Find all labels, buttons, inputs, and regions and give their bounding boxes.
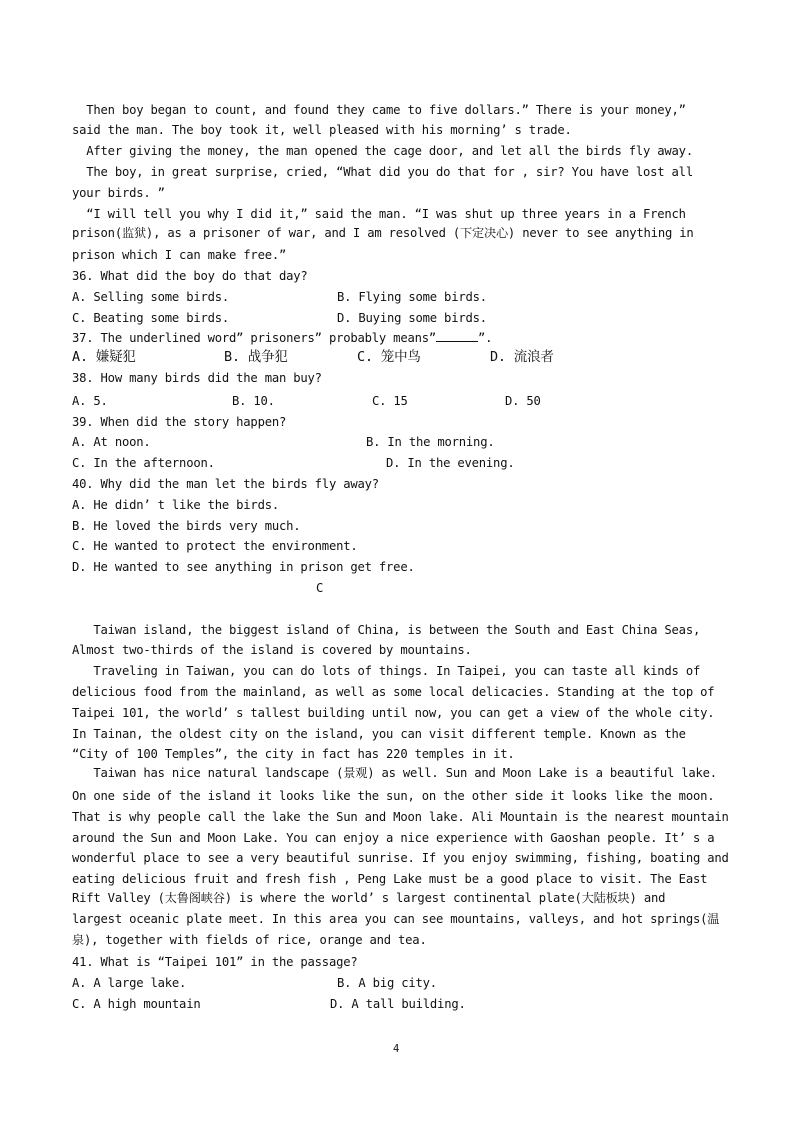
question-stem-end: ”. bbox=[478, 331, 493, 345]
option-b: B. 10. bbox=[232, 394, 275, 408]
option-d: D. In the evening. bbox=[386, 456, 515, 470]
question-stem: 40. Why did the man let the birds fly away? bbox=[72, 477, 379, 491]
passage-c-line: Taipei 101, the world’ s tallest building until now, you can get a view of the whole city. bbox=[72, 706, 715, 720]
passage-c-line: around the Sun and Moon Lake. You can enjoy a nice experience with Gaoshan people. It’ s a bbox=[72, 831, 715, 845]
passage-c-line: Taiwan island, the biggest island of China, is between the South and East China Seas, bbox=[72, 623, 701, 637]
passage-c-line: wonderful place to see a very beautiful sunrise. If you enjoy swimming, fishing, boating and bbox=[72, 851, 729, 865]
passage-b-line: prison which I can make free.” bbox=[72, 248, 287, 262]
passage-c-line: 泉), together with fields of rice, orange and tea. bbox=[72, 933, 427, 947]
passage-b-line: your birds. ” bbox=[72, 186, 165, 200]
option-d: D. 流浪者 bbox=[490, 349, 554, 365]
passage-c-line: Traveling in Taiwan, you can do lots of things. In Taipei, you can taste all kinds of bbox=[72, 664, 701, 678]
question-stem-text: 37. The underlined word” prisoners” probably means” bbox=[72, 331, 437, 345]
option-b: B. Flying some birds. bbox=[337, 290, 487, 304]
option-c: C. Beating some birds. bbox=[72, 311, 230, 325]
option-b: B. He loved the birds very much. bbox=[72, 519, 301, 533]
question-stem: 36. What did the boy do that day? bbox=[72, 269, 308, 283]
option-a: A. 嫌疑犯 bbox=[72, 349, 136, 365]
option-c: C. A high mountain bbox=[72, 997, 201, 1011]
question-stem: 39. When did the story happen? bbox=[72, 415, 287, 429]
option-a: A. A large lake. bbox=[72, 976, 187, 990]
passage-b-line: The boy, in great surprise, cried, “What did you do that for , sir? You have lost all bbox=[72, 165, 693, 179]
option-b: B. 战争犯 bbox=[224, 349, 288, 365]
passage-c-line: Almost two-thirds of the island is covered by mountains. bbox=[72, 643, 472, 657]
passage-b-line: “I will tell you why I did it,” said the man. “I was shut up three years in a French bbox=[72, 207, 686, 221]
option-c: C. He wanted to protect the environment. bbox=[72, 539, 358, 553]
passage-b-line: After giving the money, the man opened the cage door, and let all the birds fly away. bbox=[72, 144, 693, 158]
passage-c-line: “City of 100 Temples”, the city in fact has 220 temples in it. bbox=[72, 747, 515, 761]
passage-b-line: Then boy began to count, and found they came to five dollars.” There is your money,” bbox=[72, 103, 686, 117]
question-stem bbox=[72, 330, 492, 346]
passage-c-line: In Tainan, the oldest city on the island, you can visit different temple. Known as the bbox=[72, 727, 686, 741]
question-stem: 41. What is “Taipei 101” in the passage? bbox=[72, 955, 358, 969]
passage-c-line: Taiwan has nice natural landscape (景观) as well. Sun and Moon Lake is a beautiful lake. bbox=[72, 766, 717, 780]
page-number: 4 bbox=[393, 1043, 400, 1055]
passage-c-line: On one side of the island it looks like the sun, on the other side it looks like the moon. bbox=[72, 789, 715, 803]
option-d: D. Buying some birds. bbox=[337, 311, 487, 325]
option-b: B. A big city. bbox=[337, 976, 437, 990]
option-a: A. He didn’ t like the birds. bbox=[72, 498, 279, 512]
passage-c-line: That is why people call the lake the Sun and Moon lake. Ali Mountain is the nearest mountain bbox=[72, 810, 729, 824]
answer-blank bbox=[436, 330, 478, 342]
passage-c-line: Rift Valley (太鲁阁峡谷) is where the world’ s largest continental plate(大陆板块) and bbox=[72, 891, 666, 905]
passage-b-line: said the man. The boy took it, well pleased with his morning’ s trade. bbox=[72, 123, 572, 137]
option-c: C. In the afternoon. bbox=[72, 456, 215, 470]
option-d: D. He wanted to see anything in prison get free. bbox=[72, 560, 415, 574]
option-c: C. 15 bbox=[372, 394, 408, 408]
option-d: D. A tall building. bbox=[330, 997, 466, 1011]
section-label: C bbox=[316, 581, 324, 595]
option-b: B. In the morning. bbox=[366, 435, 495, 449]
passage-c-line: largest oceanic plate meet. In this area you can see mountains, valleys, and hot springs(温 bbox=[72, 912, 720, 926]
question-stem: 38. How many birds did the man buy? bbox=[72, 371, 322, 385]
option-d: D. 50 bbox=[505, 394, 541, 408]
option-a: A. Selling some birds. bbox=[72, 290, 230, 304]
option-a: A. At noon. bbox=[72, 435, 151, 449]
passage-c-line: eating delicious fruit and fresh fish , Peng Lake must be a good place to visit. The East bbox=[72, 872, 708, 886]
passage-c-line: delicious food from the mainland, as well as some local delicacies. Standing at the top of bbox=[72, 685, 715, 699]
option-c: C. 笼中鸟 bbox=[357, 349, 421, 365]
passage-b-line: prison(监狱), as a prisoner of war, and I am resolved (下定决心) never to see anything in bbox=[72, 226, 694, 240]
option-a: A. 5. bbox=[72, 394, 108, 408]
